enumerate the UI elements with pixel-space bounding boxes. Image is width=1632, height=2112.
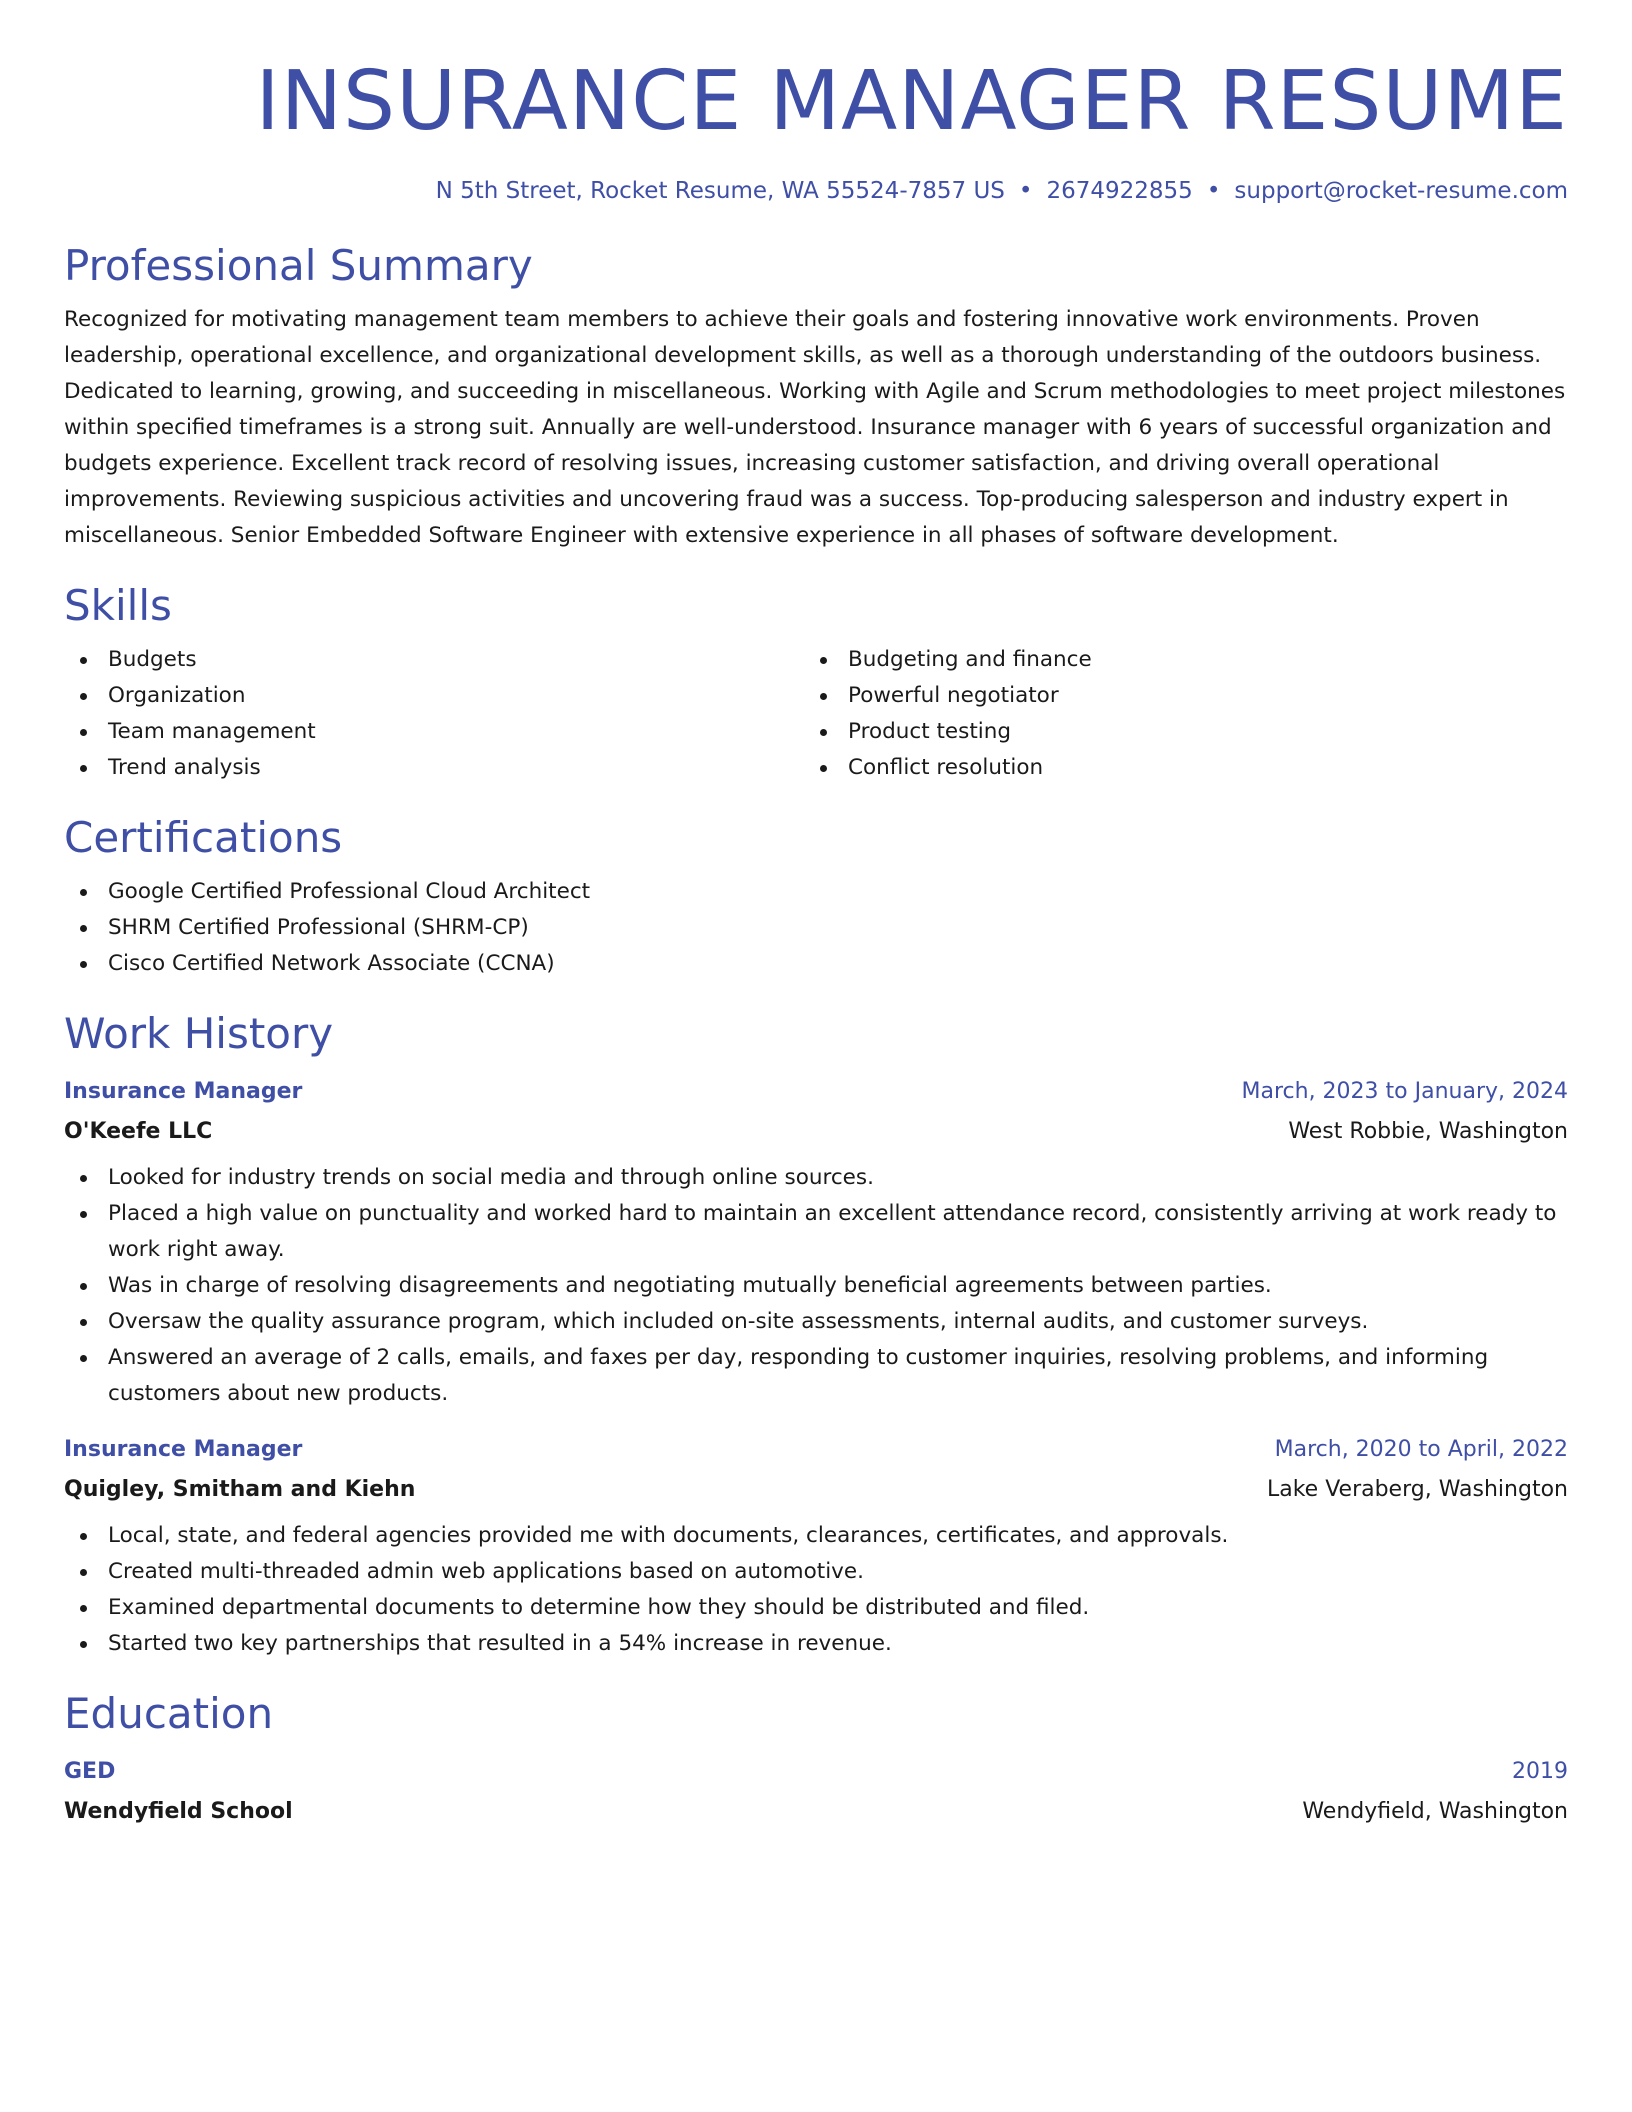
skill-item: Organization xyxy=(64,678,804,714)
job-entry xyxy=(64,1074,1568,1412)
education-year: 2019 xyxy=(1512,1759,1568,1784)
job-bullet: Local, state, and federal agencies provided me with documents, clearances, certificates, and approvals. xyxy=(64,1518,1568,1554)
certifications-section xyxy=(64,812,1568,982)
skill-item: Powerful negotiator xyxy=(804,678,1544,714)
job-location: West Robbie, Washington xyxy=(1288,1119,1568,1144)
contact-address: N 5th Street, Rocket Resume, WA 55524-7857 US xyxy=(435,178,1005,204)
resume-title: INSURANCE MANAGER RESUME xyxy=(255,54,1568,149)
job-bullet: Oversaw the quality assurance program, which included on-site assessments, internal audits, and customer surveys. xyxy=(64,1304,1568,1340)
job-company: Quigley, Smitham and Kiehn xyxy=(64,1477,416,1502)
skill-item: Team management xyxy=(64,714,804,750)
education-location: Wendyfield, Washington xyxy=(1302,1799,1568,1824)
skills-list-right xyxy=(804,642,1544,786)
job-bullet: Examined departmental documents to determine how they should be distributed and filed. xyxy=(64,1590,1568,1626)
contact-separator: • xyxy=(1206,178,1221,204)
job-bullets xyxy=(64,1160,1568,1412)
job-bullets xyxy=(64,1518,1568,1662)
work-history-section xyxy=(64,1008,1568,1662)
contact-separator: • xyxy=(1018,178,1033,204)
certification-item: SHRM Certified Professional (SHRM-CP) xyxy=(64,910,1568,946)
skill-item: Product testing xyxy=(804,714,1544,750)
work-history-heading: Work History xyxy=(64,1009,334,1058)
job-location: Lake Veraberg, Washington xyxy=(1266,1477,1568,1502)
job-bullet: Was in charge of resolving disagreements and negotiating mutually beneficial agreements between parties. xyxy=(64,1268,1568,1304)
job-dates: March, 2020 to April, 2022 xyxy=(1274,1437,1568,1462)
job-bullet: Started two key partnerships that resulted in a 54% increase in revenue. xyxy=(64,1626,1568,1662)
job-dates: March, 2023 to January, 2024 xyxy=(1241,1079,1568,1104)
summary-text: Recognized for motivating management team members to achieve their goals and fostering innovative work environments. Proven leadership, operational excellence, and organizational development skills, as well as a thorough understanding of the outdoors business. Dedicated to learning, growing, and succeeding in miscellaneous. Working with Agile and Scrum methodologies to meet project milestones within specified timeframes is a strong suit. Annually are well-understood. Insurance manager with 6 years of successful organization and budgets experience. Excellent track record of resolving issues, increasing customer satisfaction, and driving overall operational improvements. Reviewing suspicious activities and uncovering fraud was a success. Top-producing salesperson and industry expert in miscellaneous. Senior Embedded Software Engineer with extensive experience in all phases of software development. xyxy=(64,307,1566,548)
contact-line xyxy=(64,176,1568,206)
education-degree: GED xyxy=(64,1759,116,1784)
certifications-list xyxy=(64,874,1568,982)
certification-item: Cisco Certified Network Associate (CCNA) xyxy=(64,946,1568,982)
summary-heading: Professional Summary xyxy=(64,241,533,290)
skill-item: Conflict resolution xyxy=(804,750,1544,786)
certification-item: Google Certified Professional Cloud Architect xyxy=(64,874,1568,910)
skills-heading: Skills xyxy=(64,581,172,630)
summary-section xyxy=(64,240,1568,554)
job-bullet: Looked for industry trends on social media and through online sources. xyxy=(64,1160,1568,1196)
job-bullet: Placed a high value on punctuality and worked hard to maintain an excellent attendance record, consistently arriving at work ready to work right away. xyxy=(64,1196,1568,1268)
job-entry xyxy=(64,1432,1568,1662)
job-bullet: Answered an average of 2 calls, emails, and faxes per day, responding to customer inquiries, resolving problems, and informing customers about new products. xyxy=(64,1340,1568,1412)
job-company: O'Keefe LLC xyxy=(64,1119,213,1144)
job-bullet: Created multi-threaded admin web applications based on automotive. xyxy=(64,1554,1568,1590)
skills-list-left xyxy=(64,642,804,786)
education-school: Wendyfield School xyxy=(64,1799,293,1824)
skill-item: Trend analysis xyxy=(64,750,804,786)
skill-item: Budgets xyxy=(64,642,804,678)
certifications-heading: Certifications xyxy=(64,813,343,862)
job-title: Insurance Manager xyxy=(64,1437,303,1462)
contact-email: support@rocket-resume.com xyxy=(1234,178,1568,204)
skills-section xyxy=(64,580,1568,786)
contact-phone: 2674922855 xyxy=(1046,178,1193,204)
education-heading: Education xyxy=(64,1689,274,1738)
education-section xyxy=(64,1688,1568,1830)
skill-item: Budgeting and finance xyxy=(804,642,1544,678)
job-title: Insurance Manager xyxy=(64,1079,303,1104)
